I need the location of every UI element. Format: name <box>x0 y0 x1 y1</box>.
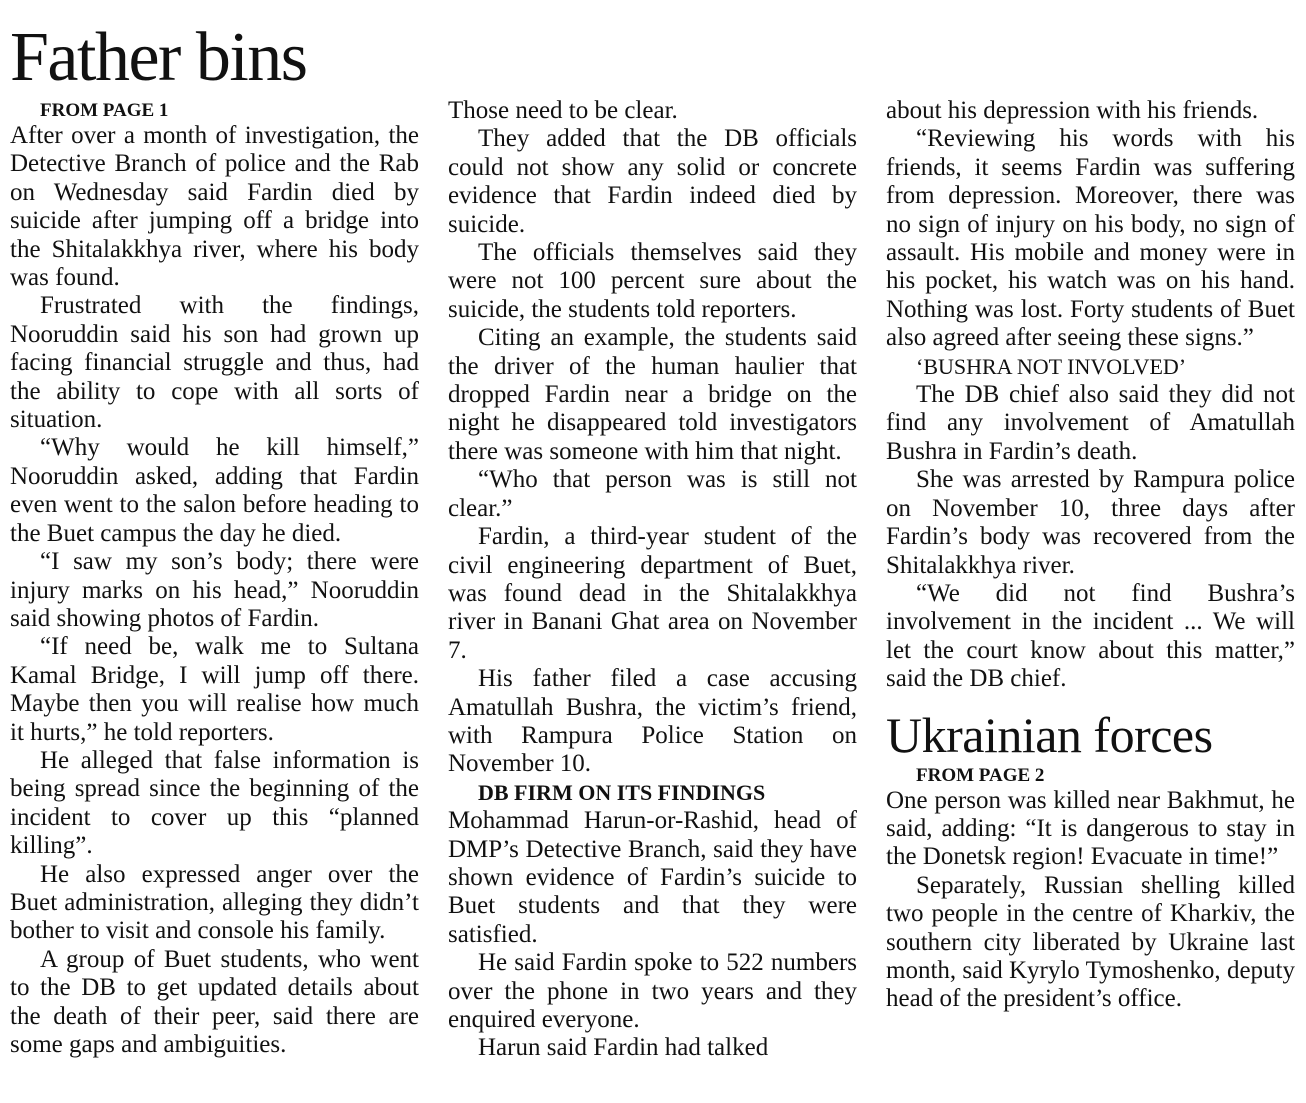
crosshead: ‘BUSHRA NOT INVOLVED’ <box>916 353 1187 379</box>
paragraph: Mohammad Harun-or-Rashid, head of DMP’s Detective Branch, said they have shown evidence of Fardin’s suicide to Buet students and that they were satisfied. <box>448 807 857 948</box>
paragraph: “Who that person was is still not clear.” <box>448 466 857 522</box>
continuation-kicker: FROM PAGE 1 <box>40 100 169 121</box>
paragraph: After over a month of investigation, the Detective Branch of police and the Rab on Wednesday said Fardin died by suicide after jumping off a bridge into the Shitalakkhya river, where his body was found. <box>10 122 419 292</box>
column-1 <box>10 97 419 1059</box>
paragraph: He also expressed anger over the Buet administration, alleging they didn’t bother to visit and console his family. <box>10 860 419 945</box>
paragraph: “Why would he kill himself,” Nooruddin asked, adding that Fardin even went to the salon before heading to the Buet campus the day he died. <box>10 434 419 547</box>
paragraph: He alleged that false information is being spread since the beginning of the incident to cover up this “planned killing”. <box>10 746 419 860</box>
story-headline: Father bins <box>10 19 307 96</box>
paragraph: about his depression with his friends. <box>886 97 1259 124</box>
paragraph: She was arrested by Rampura police on November 10, three days after Fardin’s body was recovered from the Shitalakkhya river. <box>886 466 1295 579</box>
second-story-headline: Ukrainian forces <box>886 706 1213 763</box>
paragraph: He said Fardin spoke to 522 numbers over the phone in two years and they enquired everyone. <box>448 949 857 1033</box>
paragraph: Citing an example, the students said the driver of the human haulier that dropped Fardin near a bridge on the night he disappeared told investigators there was someone with him that night. <box>448 324 857 465</box>
paragraph: “We did not find Bushra’s involvement in the incident ... We will let the court know about this matter,” said the DB chief. <box>886 579 1295 693</box>
paragraph: Harun said Fardin had talked <box>478 1034 769 1062</box>
paragraph: Frustrated with the findings, Nooruddin said his son had grown up facing financial struggle and thus, had the ability to cope with all sorts of situation. <box>10 292 419 434</box>
paragraph: His father filed a case accusing Amatullah Bushra, the victim’s friend, with Rampura Police Station on November 10. <box>448 665 857 778</box>
column-2 <box>448 97 857 1063</box>
paragraph: The DB chief also said they did not find any involvement of Amatullah Bushra in Fardin’s death. <box>886 381 1295 465</box>
paragraph: Fardin, a third-year student of the civil engineering department of Buet, was found dead in the Shitalakkhya river in Banani Ghat area on November 7. <box>448 523 857 664</box>
continuation-kicker: FROM PAGE 2 <box>916 764 1045 786</box>
paragraph: A group of Buet students, who went to the DB to get updated details about the death of their peer, said there are some gaps and ambiguities. <box>10 945 419 1058</box>
paragraph: One person was killed near Bakhmut, he said, adding: “It is dangerous to stay in the Donetsk region! Evacuate in time!” <box>886 786 1295 871</box>
paragraph: “I saw my son’s body; there were injury marks on his head,” Nooruddin said showing photos of Fardin. <box>10 548 419 632</box>
paragraph: They added that the DB officials could not show any solid or concrete evidence that Fardin indeed died by suicide. <box>448 125 857 238</box>
paragraph: Separately, Russian shelling killed two people in the centre of Kharkiv, the southern city liberated by Ukraine last month, said Kyrylo Tymoshenko, deputy head of the president’s office. <box>886 871 1295 1013</box>
section-subhead: DB FIRM ON ITS FINDINGS <box>478 779 766 805</box>
paragraph: “If need be, walk me to Sultana Kamal Bridge, I will jump off there. Maybe then you will realise how much it hurts,” he told reporters. <box>10 633 419 746</box>
paragraph: Those need to be clear. <box>448 97 678 124</box>
paragraph: The officials themselves said they were not 100 percent sure about the suicide, the students told reporters. <box>448 239 857 323</box>
paragraph: “Reviewing his words with his friends, it seems Fardin was suffering from depression. Moreover, there was no sign of injury on his body, no sign of assault. His mobile and money were in his pocket, his watch was on his hand. Nothing was lost. Forty students of Buet also agreed after seeing these signs.” <box>886 125 1295 352</box>
column-3 <box>886 97 1295 1014</box>
